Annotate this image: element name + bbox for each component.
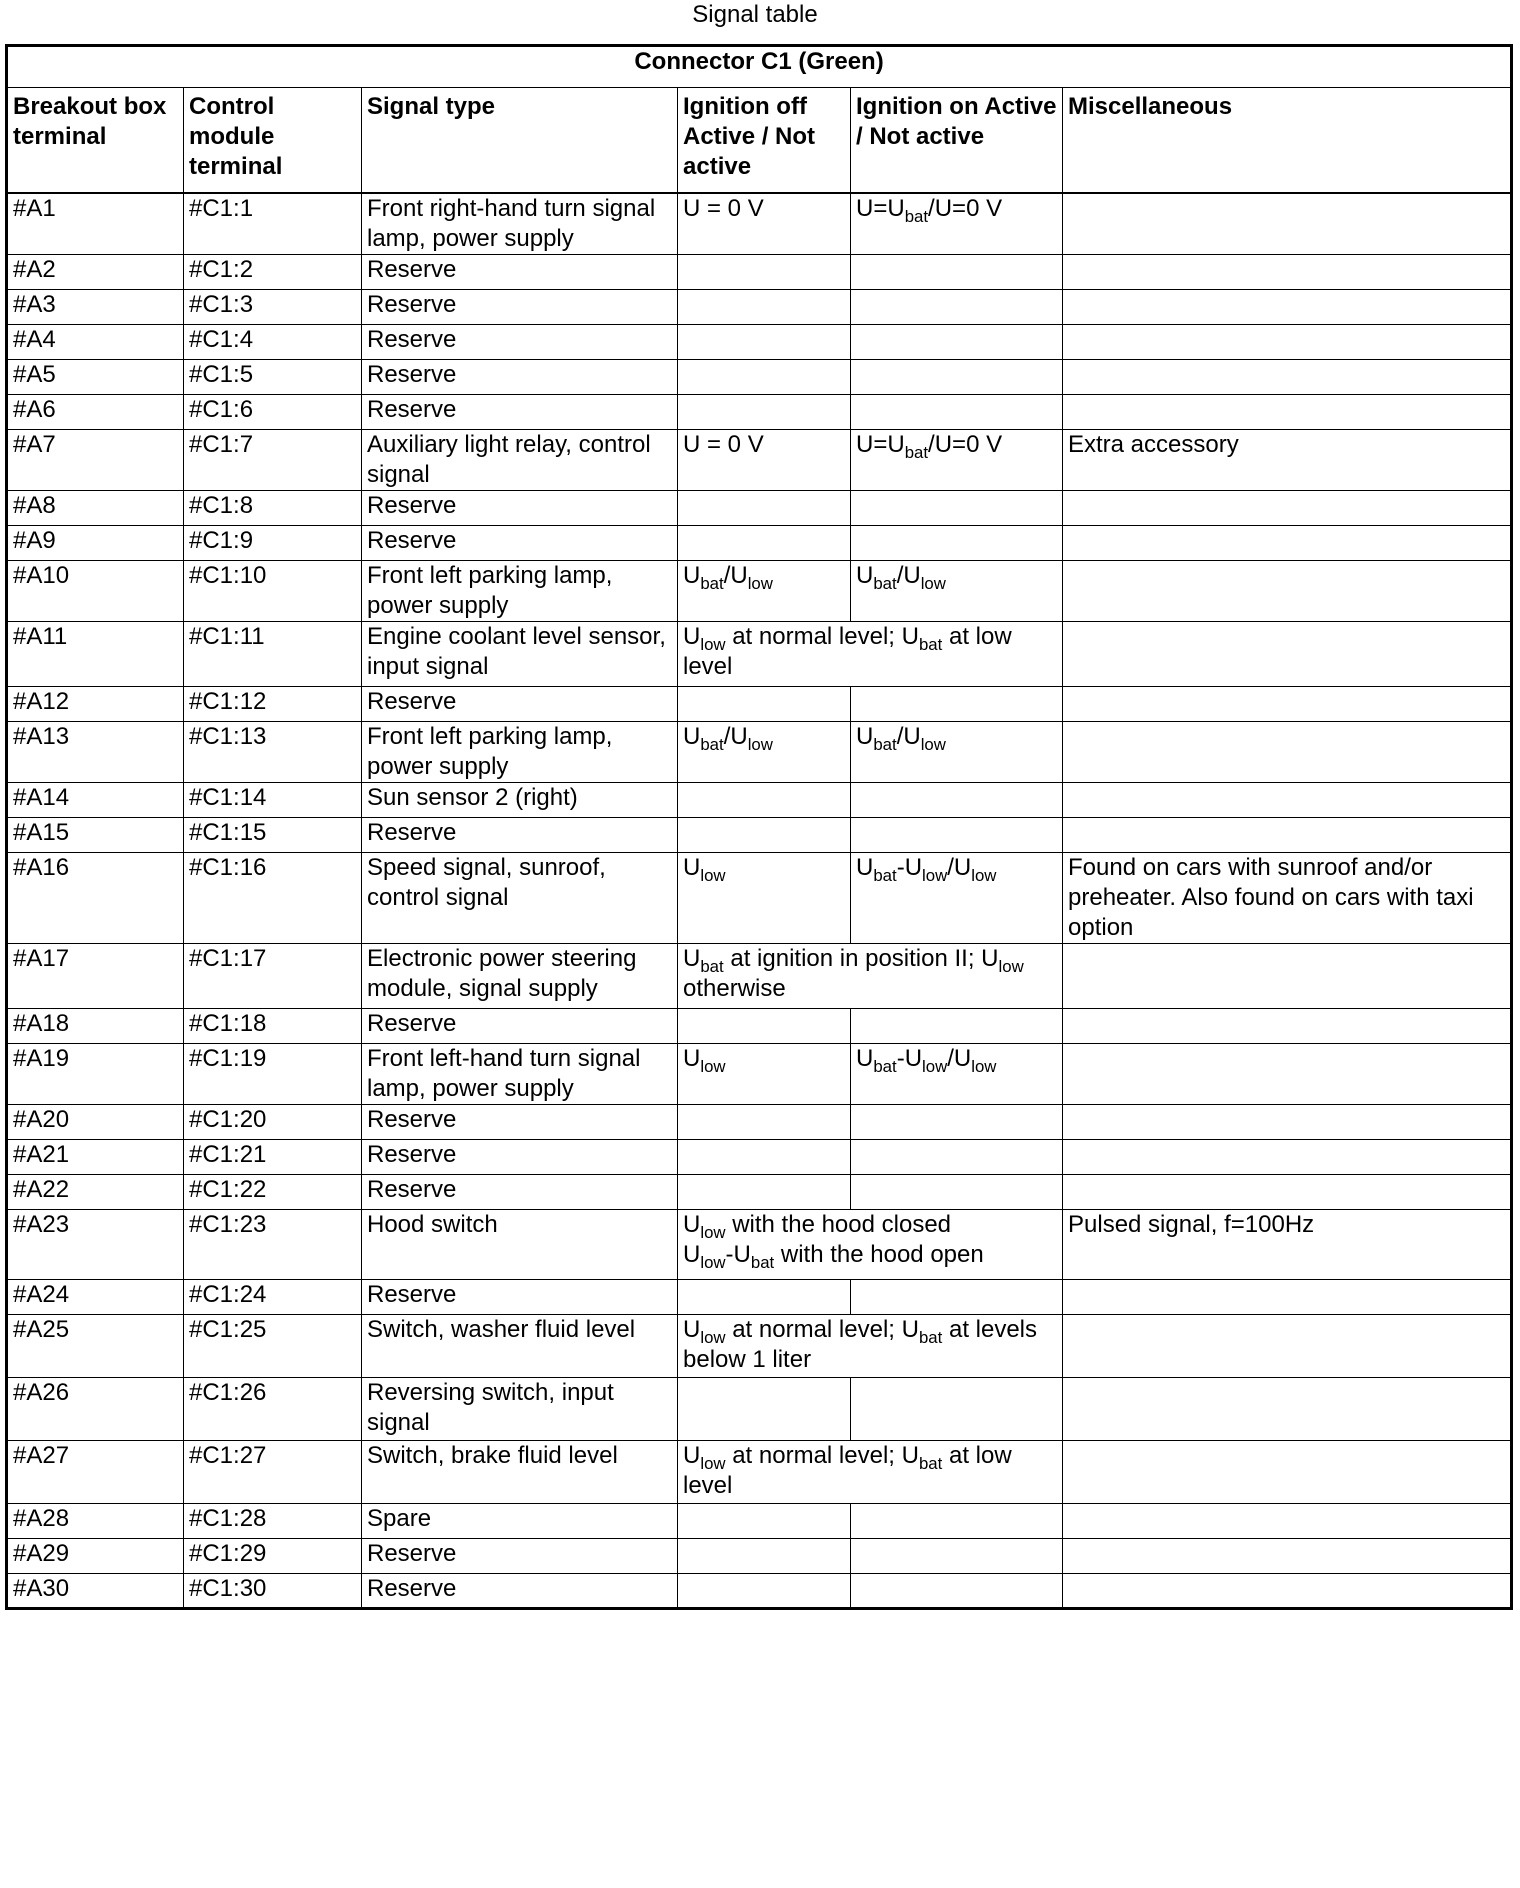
control-terminal-cell: #C1:3 bbox=[184, 290, 362, 325]
table-row bbox=[7, 360, 1512, 395]
table-row bbox=[7, 395, 1512, 430]
ignition-off-cell bbox=[678, 818, 851, 853]
table-row bbox=[7, 255, 1512, 290]
breakout-terminal-cell: #A27 bbox=[7, 1441, 184, 1504]
signal-type-cell: Speed signal, sunroof, control signal bbox=[362, 853, 678, 944]
table-row bbox=[7, 526, 1512, 561]
ignition-on-cell: $U_{bat}-U_{low}/U_{low}$ bbox=[851, 1044, 1063, 1105]
miscellaneous-cell: Pulsed signal, f=100Hz bbox=[1063, 1210, 1512, 1280]
ignition-merged-cell: $U_{low}$ at normal level; $U_{bat}$ at low level bbox=[678, 1441, 1063, 1504]
ignition-on-cell: $U_{bat}/U_{low}$ bbox=[851, 561, 1063, 622]
breakout-terminal-cell: #A7 bbox=[7, 430, 184, 491]
breakout-terminal-cell: #A22 bbox=[7, 1175, 184, 1210]
control-terminal-cell: #C1:14 bbox=[184, 783, 362, 818]
signal-table bbox=[5, 44, 1513, 1610]
table-row bbox=[7, 193, 1512, 255]
table-row bbox=[7, 944, 1512, 1009]
miscellaneous-cell bbox=[1063, 491, 1512, 526]
signal-type-cell: Reserve bbox=[362, 491, 678, 526]
signal-type-cell: Front left parking lamp, power supply bbox=[362, 561, 678, 622]
signal-type-cell: Reserve bbox=[362, 1009, 678, 1044]
control-terminal-cell: #C1:28 bbox=[184, 1504, 362, 1539]
ignition-off-cell bbox=[678, 1175, 851, 1210]
header-control-module-terminal: Control module terminal bbox=[184, 88, 362, 194]
ignition-off-cell bbox=[678, 255, 851, 290]
miscellaneous-cell bbox=[1063, 1315, 1512, 1378]
signal-type-cell: Reserve bbox=[362, 1105, 678, 1140]
control-terminal-cell: #C1:25 bbox=[184, 1315, 362, 1378]
table-row bbox=[7, 1140, 1512, 1175]
breakout-terminal-cell: #A13 bbox=[7, 722, 184, 783]
table-body bbox=[7, 193, 1512, 1609]
signal-type-cell: Reserve bbox=[362, 1574, 678, 1609]
miscellaneous-cell bbox=[1063, 290, 1512, 325]
ignition-on-cell bbox=[851, 1175, 1063, 1210]
breakout-terminal-cell: #A14 bbox=[7, 783, 184, 818]
ignition-on-cell bbox=[851, 783, 1063, 818]
signal-type-cell: Front left-hand turn signal lamp, power supply bbox=[362, 1044, 678, 1105]
breakout-terminal-cell: #A28 bbox=[7, 1504, 184, 1539]
signal-type-cell: Reserve bbox=[362, 526, 678, 561]
ignition-on-cell bbox=[851, 395, 1063, 430]
ignition-on-cell bbox=[851, 1009, 1063, 1044]
control-terminal-cell: #C1:7 bbox=[184, 430, 362, 491]
miscellaneous-cell bbox=[1063, 1504, 1512, 1539]
signal-type-cell: Front right-hand turn signal lamp, power supply bbox=[362, 193, 678, 255]
miscellaneous-cell bbox=[1063, 561, 1512, 622]
control-terminal-cell: #C1:15 bbox=[184, 818, 362, 853]
table-row bbox=[7, 722, 1512, 783]
signal-type-cell: Engine coolant level sensor, input signal bbox=[362, 622, 678, 687]
control-terminal-cell: #C1:9 bbox=[184, 526, 362, 561]
ignition-merged-cell: $U_{low}$ at normal level; $U_{bat}$ at levels below 1 liter bbox=[678, 1315, 1063, 1378]
ignition-on-cell bbox=[851, 1539, 1063, 1574]
breakout-terminal-cell: #A21 bbox=[7, 1140, 184, 1175]
ignition-off-cell bbox=[678, 325, 851, 360]
miscellaneous-cell bbox=[1063, 1044, 1512, 1105]
control-terminal-cell: #C1:26 bbox=[184, 1378, 362, 1441]
breakout-terminal-cell: #A25 bbox=[7, 1315, 184, 1378]
miscellaneous-cell bbox=[1063, 1441, 1512, 1504]
table-row bbox=[7, 1378, 1512, 1441]
miscellaneous-cell bbox=[1063, 944, 1512, 1009]
signal-type-cell: Auxiliary light relay, control signal bbox=[362, 430, 678, 491]
ignition-on-cell bbox=[851, 526, 1063, 561]
miscellaneous-cell bbox=[1063, 526, 1512, 561]
breakout-terminal-cell: #A15 bbox=[7, 818, 184, 853]
control-terminal-cell: #C1:4 bbox=[184, 325, 362, 360]
control-terminal-cell: #C1:19 bbox=[184, 1044, 362, 1105]
miscellaneous-cell bbox=[1063, 818, 1512, 853]
signal-type-cell: Reserve bbox=[362, 290, 678, 325]
control-terminal-cell: #C1:8 bbox=[184, 491, 362, 526]
miscellaneous-cell bbox=[1063, 1140, 1512, 1175]
ignition-off-cell: $U_{bat}/U_{low}$ bbox=[678, 722, 851, 783]
ignition-merged-cell: $U_{low}$ with the hood closed $U_{low}-U_{bat}$ with the hood open bbox=[678, 1210, 1063, 1280]
ignition-on-cell bbox=[851, 360, 1063, 395]
miscellaneous-cell bbox=[1063, 1105, 1512, 1140]
signal-type-cell: Reserve bbox=[362, 687, 678, 722]
miscellaneous-cell bbox=[1063, 1280, 1512, 1315]
ignition-on-cell bbox=[851, 325, 1063, 360]
connector-title: Connector C1 (Green) bbox=[7, 46, 1512, 88]
signal-type-cell: Reserve bbox=[362, 325, 678, 360]
table-row bbox=[7, 1539, 1512, 1574]
signal-type-cell: Reserve bbox=[362, 1539, 678, 1574]
control-terminal-cell: #C1:30 bbox=[184, 1574, 362, 1609]
breakout-terminal-cell: #A24 bbox=[7, 1280, 184, 1315]
miscellaneous-cell bbox=[1063, 622, 1512, 687]
ignition-off-cell: $U_{low}$ bbox=[678, 1044, 851, 1105]
miscellaneous-cell bbox=[1063, 193, 1512, 255]
breakout-terminal-cell: #A1 bbox=[7, 193, 184, 255]
ignition-off-cell bbox=[678, 491, 851, 526]
control-terminal-cell: #C1:12 bbox=[184, 687, 362, 722]
ignition-off-cell bbox=[678, 395, 851, 430]
miscellaneous-cell: Extra accessory bbox=[1063, 430, 1512, 491]
column-header-row bbox=[7, 88, 1512, 194]
breakout-terminal-cell: #A5 bbox=[7, 360, 184, 395]
table-row bbox=[7, 1315, 1512, 1378]
table-row bbox=[7, 1574, 1512, 1609]
breakout-terminal-cell: #A26 bbox=[7, 1378, 184, 1441]
miscellaneous-cell bbox=[1063, 255, 1512, 290]
table-row bbox=[7, 853, 1512, 944]
signal-type-cell: Sun sensor 2 (right) bbox=[362, 783, 678, 818]
breakout-terminal-cell: #A17 bbox=[7, 944, 184, 1009]
ignition-off-cell bbox=[678, 360, 851, 395]
ignition-off-cell bbox=[678, 290, 851, 325]
breakout-terminal-cell: #A4 bbox=[7, 325, 184, 360]
ignition-on-cell bbox=[851, 491, 1063, 526]
signal-type-cell: Front left parking lamp, power supply bbox=[362, 722, 678, 783]
control-terminal-cell: #C1:23 bbox=[184, 1210, 362, 1280]
ignition-on-cell: $U=U_{bat}/U=0$ V bbox=[851, 193, 1063, 255]
ignition-on-cell bbox=[851, 1280, 1063, 1315]
breakout-terminal-cell: #A9 bbox=[7, 526, 184, 561]
breakout-terminal-cell: #A3 bbox=[7, 290, 184, 325]
ignition-off-cell bbox=[678, 1539, 851, 1574]
ignition-on-cell: $U_{bat}-U_{low}/U_{low}$ bbox=[851, 853, 1063, 944]
control-terminal-cell: #C1:2 bbox=[184, 255, 362, 290]
ignition-on-cell bbox=[851, 818, 1063, 853]
page-title: Signal table bbox=[692, 1, 818, 28]
header-signal-type: Signal type bbox=[362, 88, 678, 194]
ignition-off-cell: U = 0 V bbox=[678, 193, 851, 255]
ignition-off-cell bbox=[678, 1378, 851, 1441]
ignition-off-cell: $U_{bat}/U_{low}$ bbox=[678, 561, 851, 622]
breakout-terminal-cell: #A29 bbox=[7, 1539, 184, 1574]
signal-type-cell: Reversing switch, input signal bbox=[362, 1378, 678, 1441]
table-row bbox=[7, 687, 1512, 722]
control-terminal-cell: #C1:29 bbox=[184, 1539, 362, 1574]
table-row bbox=[7, 1280, 1512, 1315]
ignition-merged-cell: $U_{low}$ at normal level; $U_{bat}$ at low level bbox=[678, 622, 1063, 687]
breakout-terminal-cell: #A2 bbox=[7, 255, 184, 290]
ignition-on-cell bbox=[851, 1140, 1063, 1175]
breakout-terminal-cell: #A16 bbox=[7, 853, 184, 944]
control-terminal-cell: #C1:21 bbox=[184, 1140, 362, 1175]
header-breakout-box-terminal: Breakout box terminal bbox=[7, 88, 184, 194]
breakout-terminal-cell: #A19 bbox=[7, 1044, 184, 1105]
signal-type-cell: Reserve bbox=[362, 255, 678, 290]
ignition-off-cell bbox=[678, 526, 851, 561]
table-row bbox=[7, 1441, 1512, 1504]
signal-type-cell: Reserve bbox=[362, 360, 678, 395]
control-terminal-cell: #C1:24 bbox=[184, 1280, 362, 1315]
miscellaneous-cell bbox=[1063, 395, 1512, 430]
miscellaneous-cell bbox=[1063, 1539, 1512, 1574]
table-row bbox=[7, 1009, 1512, 1044]
header-ignition-off: Ignition off Active / Not active bbox=[678, 88, 851, 194]
signal-type-cell: Electronic power steering module, signal supply bbox=[362, 944, 678, 1009]
control-terminal-cell: #C1:17 bbox=[184, 944, 362, 1009]
table-row bbox=[7, 818, 1512, 853]
connector-header-row bbox=[7, 46, 1512, 88]
signal-type-cell: Reserve bbox=[362, 1175, 678, 1210]
breakout-terminal-cell: #A18 bbox=[7, 1009, 184, 1044]
table-row bbox=[7, 1504, 1512, 1539]
ignition-on-cell bbox=[851, 687, 1063, 722]
control-terminal-cell: #C1:20 bbox=[184, 1105, 362, 1140]
table-row bbox=[7, 290, 1512, 325]
control-terminal-cell: #C1:16 bbox=[184, 853, 362, 944]
ignition-off-cell bbox=[678, 1105, 851, 1140]
ignition-off-cell: $U_{low}$ bbox=[678, 853, 851, 944]
header-miscellaneous: Miscellaneous bbox=[1063, 88, 1512, 194]
control-terminal-cell: #C1:22 bbox=[184, 1175, 362, 1210]
miscellaneous-cell bbox=[1063, 325, 1512, 360]
table-row bbox=[7, 1105, 1512, 1140]
ignition-off-cell bbox=[678, 687, 851, 722]
signal-type-cell: Hood switch bbox=[362, 1210, 678, 1280]
miscellaneous-cell bbox=[1063, 1574, 1512, 1609]
ignition-on-cell bbox=[851, 1105, 1063, 1140]
table-row bbox=[7, 430, 1512, 491]
signal-type-cell: Spare bbox=[362, 1504, 678, 1539]
ignition-off-cell bbox=[678, 1574, 851, 1609]
ignition-off-cell bbox=[678, 1504, 851, 1539]
ignition-off-cell bbox=[678, 1280, 851, 1315]
breakout-terminal-cell: #A11 bbox=[7, 622, 184, 687]
ignition-on-cell bbox=[851, 1574, 1063, 1609]
signal-type-cell: Reserve bbox=[362, 1280, 678, 1315]
control-terminal-cell: #C1:10 bbox=[184, 561, 362, 622]
table-row bbox=[7, 1210, 1512, 1280]
table-row bbox=[7, 325, 1512, 360]
breakout-terminal-cell: #A8 bbox=[7, 491, 184, 526]
ignition-off-cell: U = 0 V bbox=[678, 430, 851, 491]
signal-type-cell: Reserve bbox=[362, 818, 678, 853]
signal-type-cell: Switch, brake fluid level bbox=[362, 1441, 678, 1504]
breakout-terminal-cell: #A23 bbox=[7, 1210, 184, 1280]
miscellaneous-cell bbox=[1063, 722, 1512, 783]
miscellaneous-cell bbox=[1063, 687, 1512, 722]
table-row bbox=[7, 1175, 1512, 1210]
breakout-terminal-cell: #A30 bbox=[7, 1574, 184, 1609]
miscellaneous-cell bbox=[1063, 360, 1512, 395]
control-terminal-cell: #C1:1 bbox=[184, 193, 362, 255]
table-row bbox=[7, 491, 1512, 526]
breakout-terminal-cell: #A12 bbox=[7, 687, 184, 722]
header-ignition-on: Ignition on Active / Not active bbox=[851, 88, 1063, 194]
miscellaneous-cell bbox=[1063, 1378, 1512, 1441]
breakout-terminal-cell: #A20 bbox=[7, 1105, 184, 1140]
miscellaneous-cell: Found on cars with sunroof and/or preheater. Also found on cars with taxi option bbox=[1063, 853, 1512, 944]
miscellaneous-cell bbox=[1063, 783, 1512, 818]
ignition-off-cell bbox=[678, 783, 851, 818]
miscellaneous-cell bbox=[1063, 1009, 1512, 1044]
control-terminal-cell: #C1:5 bbox=[184, 360, 362, 395]
signal-type-cell: Reserve bbox=[362, 395, 678, 430]
ignition-on-cell: $U=U_{bat}/U=0$ V bbox=[851, 430, 1063, 491]
breakout-terminal-cell: #A6 bbox=[7, 395, 184, 430]
control-terminal-cell: #C1:6 bbox=[184, 395, 362, 430]
table-row bbox=[7, 783, 1512, 818]
table-row bbox=[7, 561, 1512, 622]
ignition-on-cell bbox=[851, 1378, 1063, 1441]
ignition-on-cell bbox=[851, 255, 1063, 290]
breakout-terminal-cell: #A10 bbox=[7, 561, 184, 622]
ignition-merged-cell: $U_{bat}$ at ignition in position II; $U_{low}$ otherwise bbox=[678, 944, 1063, 1009]
control-terminal-cell: #C1:11 bbox=[184, 622, 362, 687]
ignition-on-cell bbox=[851, 1504, 1063, 1539]
signal-type-cell: Reserve bbox=[362, 1140, 678, 1175]
table-row bbox=[7, 622, 1512, 687]
ignition-on-cell: $U_{bat}/U_{low}$ bbox=[851, 722, 1063, 783]
control-terminal-cell: #C1:18 bbox=[184, 1009, 362, 1044]
ignition-off-cell bbox=[678, 1140, 851, 1175]
miscellaneous-cell bbox=[1063, 1175, 1512, 1210]
ignition-on-cell bbox=[851, 290, 1063, 325]
control-terminal-cell: #C1:27 bbox=[184, 1441, 362, 1504]
ignition-off-cell bbox=[678, 1009, 851, 1044]
table-row bbox=[7, 1044, 1512, 1105]
control-terminal-cell: #C1:13 bbox=[184, 722, 362, 783]
signal-type-cell: Switch, washer fluid level bbox=[362, 1315, 678, 1378]
